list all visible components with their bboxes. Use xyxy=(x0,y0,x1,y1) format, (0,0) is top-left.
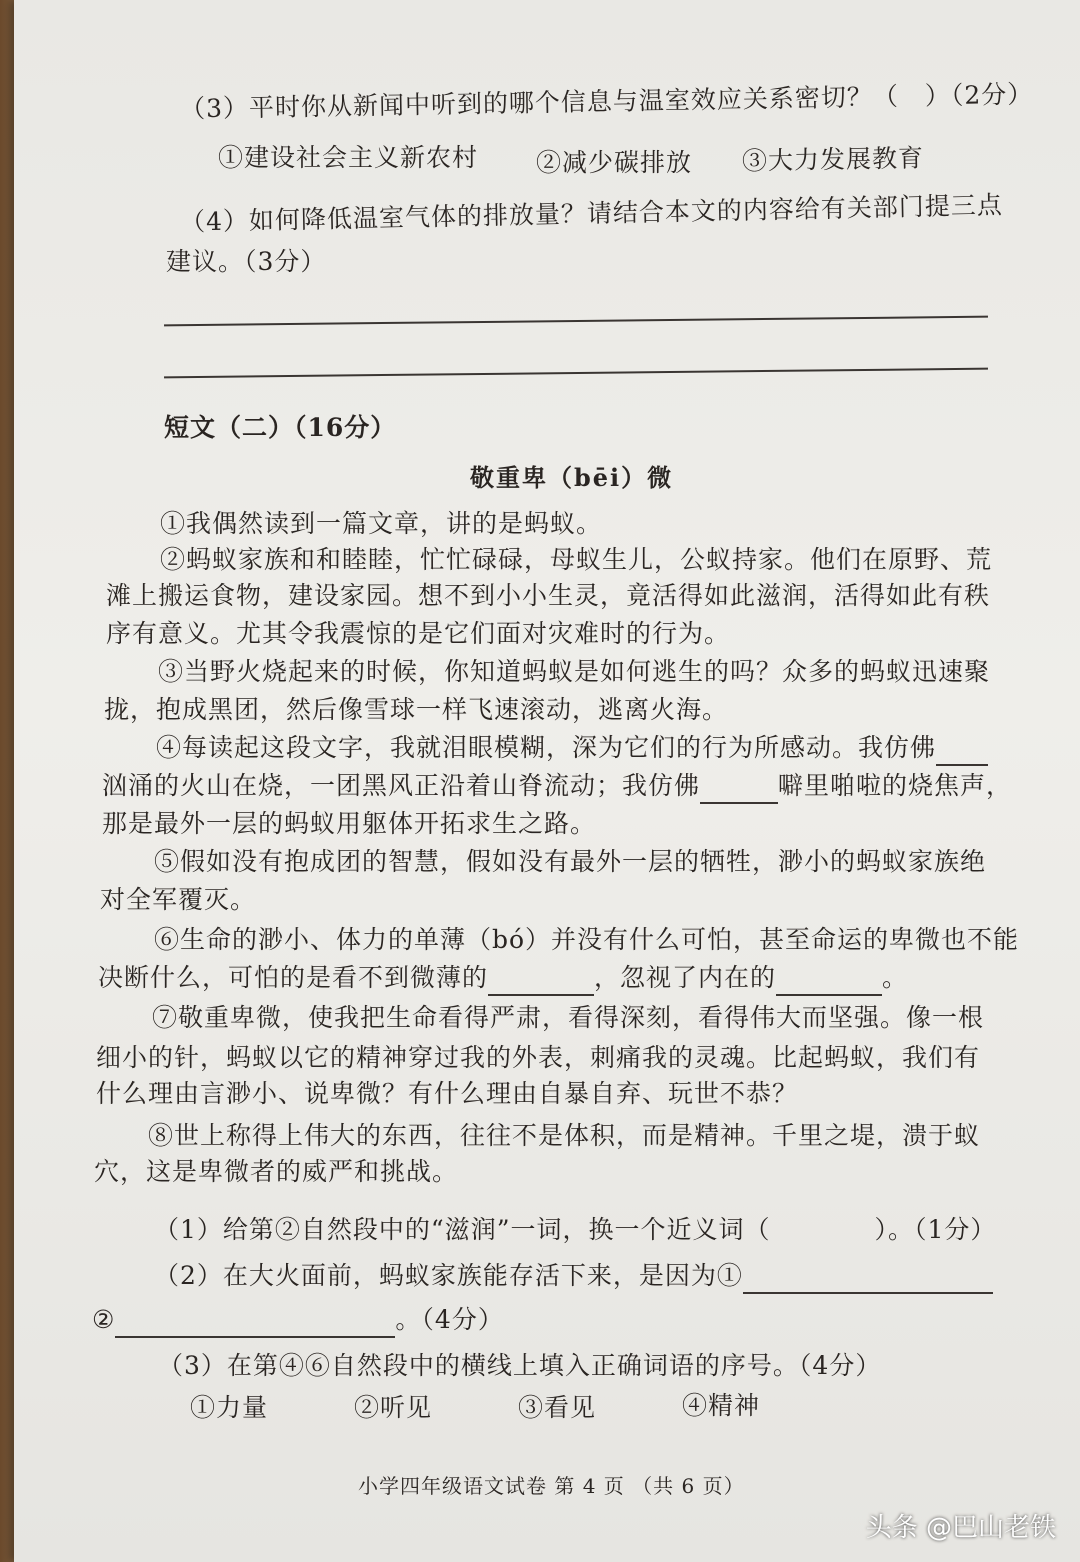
question-2-marker: ② xyxy=(92,1305,116,1334)
question-2-continued xyxy=(92,1302,504,1338)
option-3: ③大力发展教育 xyxy=(741,143,925,176)
page-footer: 小学四年级语文试卷 第 4 页 （共 6 页） xyxy=(358,1474,745,1498)
paragraph-line: ⑧世上称得上伟大的东西，往往不是体积，而是精神。千里之堤，溃于蚁 xyxy=(148,1121,981,1150)
question-4-line-1: （4）如何降低温室气体的排放量？请结合本文的内容给有关部门提三点 xyxy=(179,190,1004,237)
paragraph-line: 对全军覆灭。 xyxy=(100,885,257,914)
question-3: （3）平时你从新闻中听到的哪个信息与温室效应关系密切？（ ）（2分） xyxy=(179,79,1034,124)
question-3-fill: （3）在第④⑥自然段中的横线上填入正确词语的序号。（4分） xyxy=(158,1351,882,1380)
paragraph-line: 滩上搬运食物，建设家园。想不到小小生灵，竟活得如此滋润，活得如此有秩 xyxy=(106,581,991,610)
fill-blank[interactable] xyxy=(700,778,778,804)
paragraph-line: 什么理由言渺小、说卑微？有什么理由自暴自弃、玩世不恭？ xyxy=(96,1079,799,1108)
fill-blank[interactable] xyxy=(936,740,988,766)
fill-blank[interactable] xyxy=(743,1268,993,1294)
passage-title: 敬重卑（bēi）微 xyxy=(470,463,674,492)
paragraph-text: ④每读起这段文字，我就泪眼模糊，深为它们的行为所感动。我仿佛 xyxy=(156,733,937,762)
option-2: ②减少碳排放 xyxy=(536,148,693,177)
paragraph-line xyxy=(98,960,908,996)
question-2-score: 。（4分） xyxy=(395,1305,504,1334)
paragraph-line: ⑥生命的渺小、体力的单薄（bó）并没有什么可怕，甚至命运的卑微也不能 xyxy=(154,925,1020,954)
word-option-2: ②听见 xyxy=(354,1393,433,1422)
paragraph-line: 那是最外一层的蚂蚁用躯体开拓求生之路。 xyxy=(102,809,597,838)
question-2-text: （2）在大火面前，蚂蚁家族能存活下来，是因为① xyxy=(154,1261,743,1290)
option-1: ①建设社会主义新农村 xyxy=(218,143,479,172)
watermark: 头条 @巴山老铁 xyxy=(865,1513,1056,1543)
paragraph-line: 穴，这是卑微者的威严和挑战。 xyxy=(94,1157,459,1186)
question-1: （1）给第②自然段中的“滋润”一词，换一个近义词（ ）。（1分） xyxy=(154,1215,997,1244)
paragraph-text: 。 xyxy=(882,963,909,992)
paragraph-text: ，忽视了内在的 xyxy=(594,963,777,992)
word-option-1: ①力量 xyxy=(190,1393,269,1422)
question-4-line-2: 建议。（3分） xyxy=(166,247,327,276)
word-option-3: ③看见 xyxy=(518,1393,597,1422)
fill-blank[interactable] xyxy=(776,970,882,996)
paragraph-line: ⑤假如没有抱成团的智慧，假如没有最外一层的牺牲，渺小的蚂蚁家族绝 xyxy=(154,847,987,876)
paragraph-line xyxy=(156,730,988,766)
fill-blank[interactable] xyxy=(115,1312,395,1338)
fill-blank[interactable] xyxy=(488,970,594,996)
answer-line-2[interactable] xyxy=(164,368,988,379)
exam-sheet xyxy=(14,0,1080,1562)
paragraph-line xyxy=(102,768,1012,804)
paragraph-line: 拢，抱成黑团，然后像雪球一样飞速滚动，逃离火海。 xyxy=(104,695,729,724)
paragraph-line: 序有意义。尤其令我震惊的是它们面对灾难时的行为。 xyxy=(106,619,731,648)
answer-line-1[interactable] xyxy=(164,316,988,327)
paragraph-line: ②蚂蚁家族和和睦睦，忙忙碌碌，母蚁生儿，公蚁持家。他们在原野、荒 xyxy=(160,545,993,574)
paragraph-text: 噼里啪啦的烧焦声， xyxy=(778,771,1013,800)
paragraph-line: ⑦敬重卑微，使我把生命看得严肃，看得深刻，看得伟大而坚强。像一根 xyxy=(152,1003,985,1032)
paragraph-text: 汹涌的火山在烧，一团黑风正沿着山脊流动；我仿佛 xyxy=(102,771,701,800)
word-option-4: ④精神 xyxy=(682,1391,761,1420)
paragraph-line: ③当野火烧起来的时候，你知道蚂蚁是如何逃生的吗？众多的蚂蚁迅速聚 xyxy=(158,657,991,686)
paragraph-line: ①我偶然读到一篇文章，讲的是蚂蚁。 xyxy=(160,509,603,538)
question-2 xyxy=(154,1258,993,1294)
paragraph-text: 决断什么，可怕的是看不到微薄的 xyxy=(98,963,489,992)
paragraph-line: 细小的针，蚂蚁以它的精神穿过我的外表，刺痛我的灵魂。比起蚂蚁，我们有 xyxy=(96,1043,981,1072)
section-heading: 短文（二）（16分） xyxy=(164,413,397,442)
